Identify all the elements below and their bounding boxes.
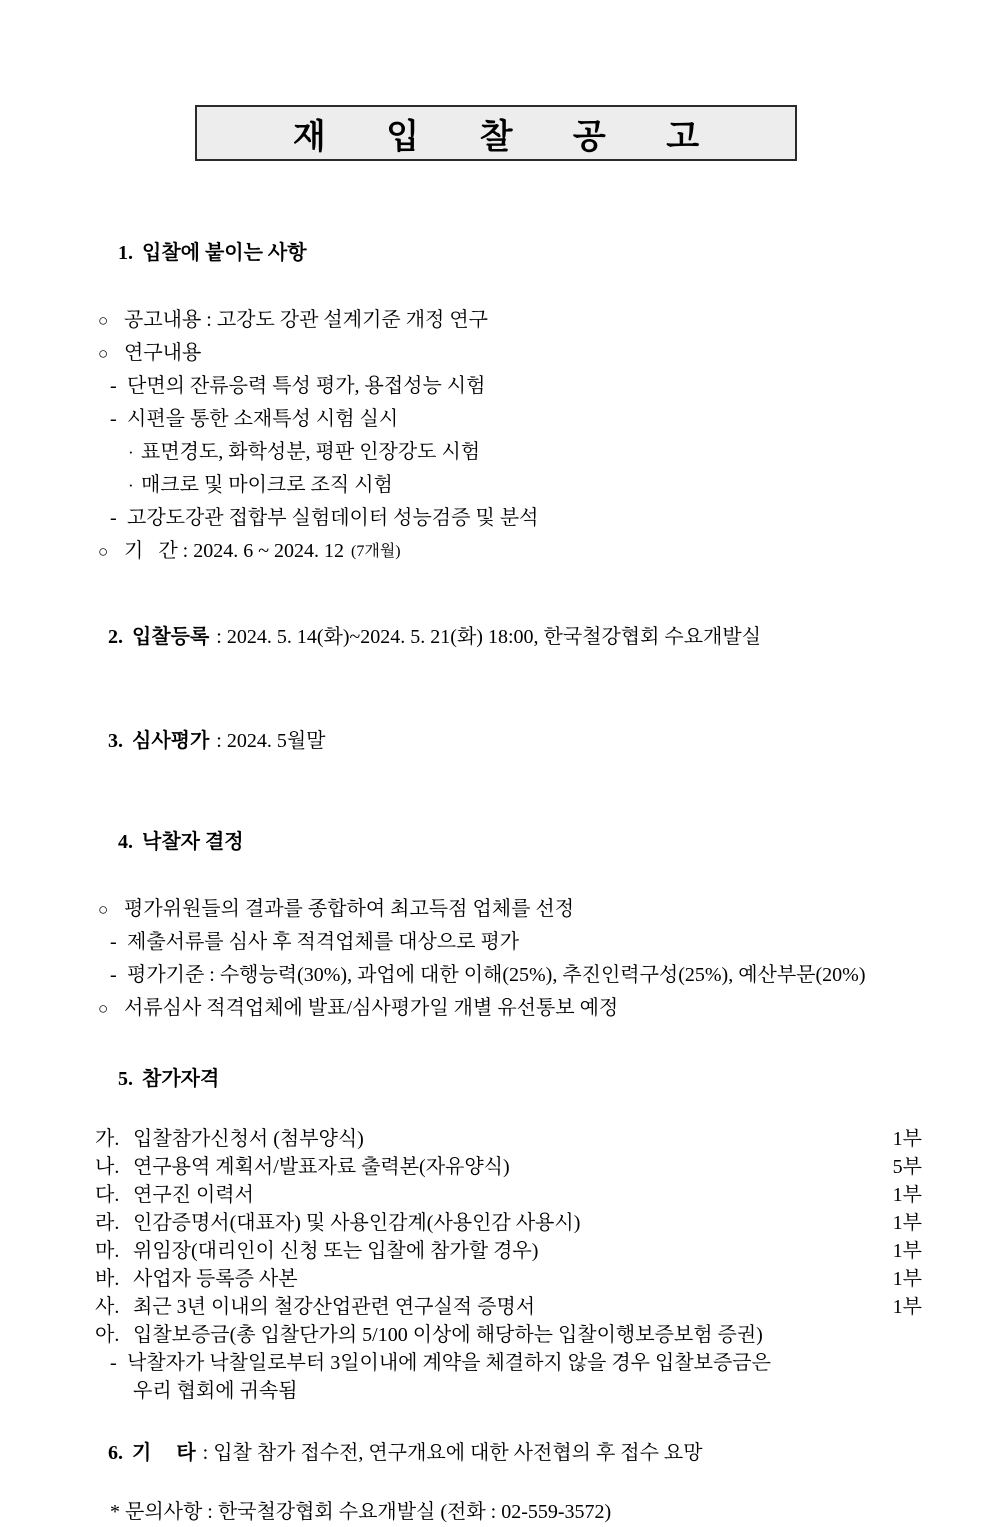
section-bidding-notes [78, 211, 922, 568]
section-number: 5. [118, 1068, 133, 1090]
list-item [78, 370, 922, 403]
qualification-list [78, 1125, 922, 1349]
list-item [78, 893, 922, 926]
qualification-row [78, 1265, 922, 1293]
title-box [195, 105, 797, 161]
row-text: 사업자 등록증 사본 [133, 1268, 298, 1290]
qualification-row [78, 1125, 922, 1153]
list-item [78, 992, 922, 1025]
row-text: 연구용역 계획서/발표자료 출력본(자유양식) [133, 1156, 510, 1178]
section-winner-selection [78, 800, 922, 1025]
list-item-text: 우리 협회에 귀속됨 [133, 1380, 298, 1402]
qualification-row [78, 1321, 922, 1349]
copy-count: 5부 [892, 1156, 922, 1178]
section-number: 3. [108, 730, 123, 752]
circle-bullet-icon: ○ [98, 999, 109, 1018]
list-item-text: 평가위원들의 결과를 종합하여 최고득점 업체를 선정 [124, 898, 575, 920]
page-title: 재 입 찰 공 고 [292, 118, 700, 156]
row-label: 바. [95, 1268, 120, 1290]
list-item [78, 436, 922, 469]
list-item-text: 표면경도, 화학성분, 평판 인장강도 시험 [141, 441, 481, 463]
section-lines [78, 893, 922, 1025]
section-heading-text: 낙찰자 결정 [142, 831, 244, 853]
contact-note: * 문의사항 : 한국철강협회 수요개발실 (전화 : 02-559-3572) [110, 1501, 612, 1523]
dash-bullet-icon: - [110, 1352, 117, 1374]
section-heading-text: 입찰등록 [132, 626, 210, 648]
list-item-text: 단면의 잔류응력 특성 평가, 용접성능 시험 [127, 375, 486, 397]
copy-count: 1부 [892, 1296, 922, 1318]
section-lines [78, 304, 922, 568]
section-number: 1. [118, 242, 133, 264]
copy-count: 1부 [892, 1184, 922, 1206]
list-item [78, 502, 922, 535]
qualification-row [78, 1293, 922, 1321]
list-item-text: 기 간 : 2024. 6 ~ 2024. 12 [124, 540, 345, 562]
list-item-text: 고강도강관 접합부 실험데이터 성능검증 및 분석 [127, 507, 539, 529]
document-page [0, 105, 992, 1523]
row-text: 위임장(대리인이 신청 또는 입찰에 참가할 경우) [133, 1240, 539, 1262]
duration-note: (7개월) [351, 543, 401, 560]
list-item [78, 535, 922, 568]
section-detail-text: : 2024. 5. 14(화)~2024. 5. 21(화) 18:00, 한국철강협회 수요개발실 [216, 626, 762, 648]
row-text: 최근 3년 이내의 철강산업관련 연구실적 증명서 [133, 1296, 536, 1318]
list-item-continuation [78, 1377, 922, 1405]
circle-bullet-icon: ○ [98, 311, 109, 330]
row-label: 마. [95, 1240, 120, 1262]
circle-bullet-icon: ○ [98, 344, 109, 363]
circle-bullet-icon: ○ [98, 542, 109, 561]
list-item-text: 연구내용 [124, 342, 202, 364]
section-detail-text: : 2024. 5월말 [216, 730, 326, 752]
section-number: 2. [108, 626, 123, 648]
section-heading-text: 심사평가 [132, 730, 210, 752]
dot-bullet-icon: · [128, 476, 134, 495]
row-text: 인감증명서(대표자) 및 사용인감계(사용인감 사용시) [133, 1212, 581, 1234]
qualification-row [78, 1209, 922, 1237]
dot-bullet-icon: · [128, 443, 134, 462]
section-heading [78, 1037, 922, 1121]
dash-bullet-icon: - [110, 375, 117, 397]
section-evaluation [78, 696, 922, 786]
section-heading-text: 입찰에 붙이는 사항 [142, 242, 307, 264]
copy-count: 1부 [892, 1128, 922, 1150]
row-label: 다. [95, 1184, 120, 1206]
list-item-text: 낙찰자가 낙찰일로부터 3일이내에 계약을 체결하지 않을 경우 입찰보증금은 [127, 1352, 771, 1374]
row-text: 입찰보증금(총 입찰단가의 5/100 이상에 해당하는 입찰이행보증보험 증권) [133, 1324, 763, 1346]
list-item [78, 926, 922, 959]
section-detail-text: : 입찰 참가 접수전, 연구개요에 대한 사전협의 후 접수 요망 [202, 1442, 703, 1464]
list-item-text: 공고내용 : 고강도 강관 설계기준 개정 연구 [124, 309, 488, 331]
row-label: 라. [95, 1212, 120, 1234]
copy-count: 1부 [892, 1240, 922, 1262]
section-heading-text: 기 타 [132, 1442, 196, 1464]
list-item-text: 매크로 및 마이크로 조직 시험 [141, 474, 393, 496]
document-body [0, 211, 992, 1527]
row-label: 가. [95, 1128, 120, 1150]
section-misc [78, 1408, 922, 1498]
list-item [78, 1349, 922, 1377]
qualification-row [78, 1181, 922, 1209]
dash-bullet-icon: - [110, 408, 117, 430]
deposit-note [78, 1349, 922, 1405]
copy-count: 1부 [892, 1212, 922, 1234]
qualification-row [78, 1153, 922, 1181]
dash-bullet-icon: - [110, 507, 117, 529]
list-item [78, 469, 922, 502]
list-item-text: 제출서류를 심사 후 적격업체를 대상으로 평가 [127, 931, 520, 953]
row-label: 사. [95, 1296, 120, 1318]
list-item [78, 304, 922, 337]
list-item-text: 평가기준 : 수행능력(30%), 과업에 대한 이해(25%), 추진인력구성(25%), 예산부문(20%) [127, 964, 866, 986]
row-label: 아. [95, 1324, 120, 1346]
section-number: 6. [108, 1442, 123, 1464]
circle-bullet-icon: ○ [98, 900, 109, 919]
list-item [78, 403, 922, 436]
section-qualifications [78, 1037, 922, 1405]
list-item [78, 959, 922, 992]
list-item [78, 337, 922, 370]
row-label: 나. [95, 1156, 120, 1178]
section-heading-text: 참가자격 [142, 1068, 220, 1090]
list-item-text: 서류심사 적격업체에 발표/심사평가일 개별 유선통보 예정 [124, 997, 619, 1019]
row-text: 연구진 이력서 [133, 1184, 254, 1206]
list-item-text: 시편을 통한 소재특성 시험 실시 [127, 408, 399, 430]
dash-bullet-icon: - [110, 931, 117, 953]
copy-count: 1부 [892, 1268, 922, 1290]
row-text: 입찰참가신청서 (첨부양식) [133, 1128, 364, 1150]
dash-bullet-icon: - [110, 964, 117, 986]
section-bid-registration [78, 592, 922, 682]
qualification-row [78, 1237, 922, 1265]
section-heading [78, 211, 922, 295]
section-number: 4. [118, 831, 133, 853]
section-heading [78, 800, 922, 884]
